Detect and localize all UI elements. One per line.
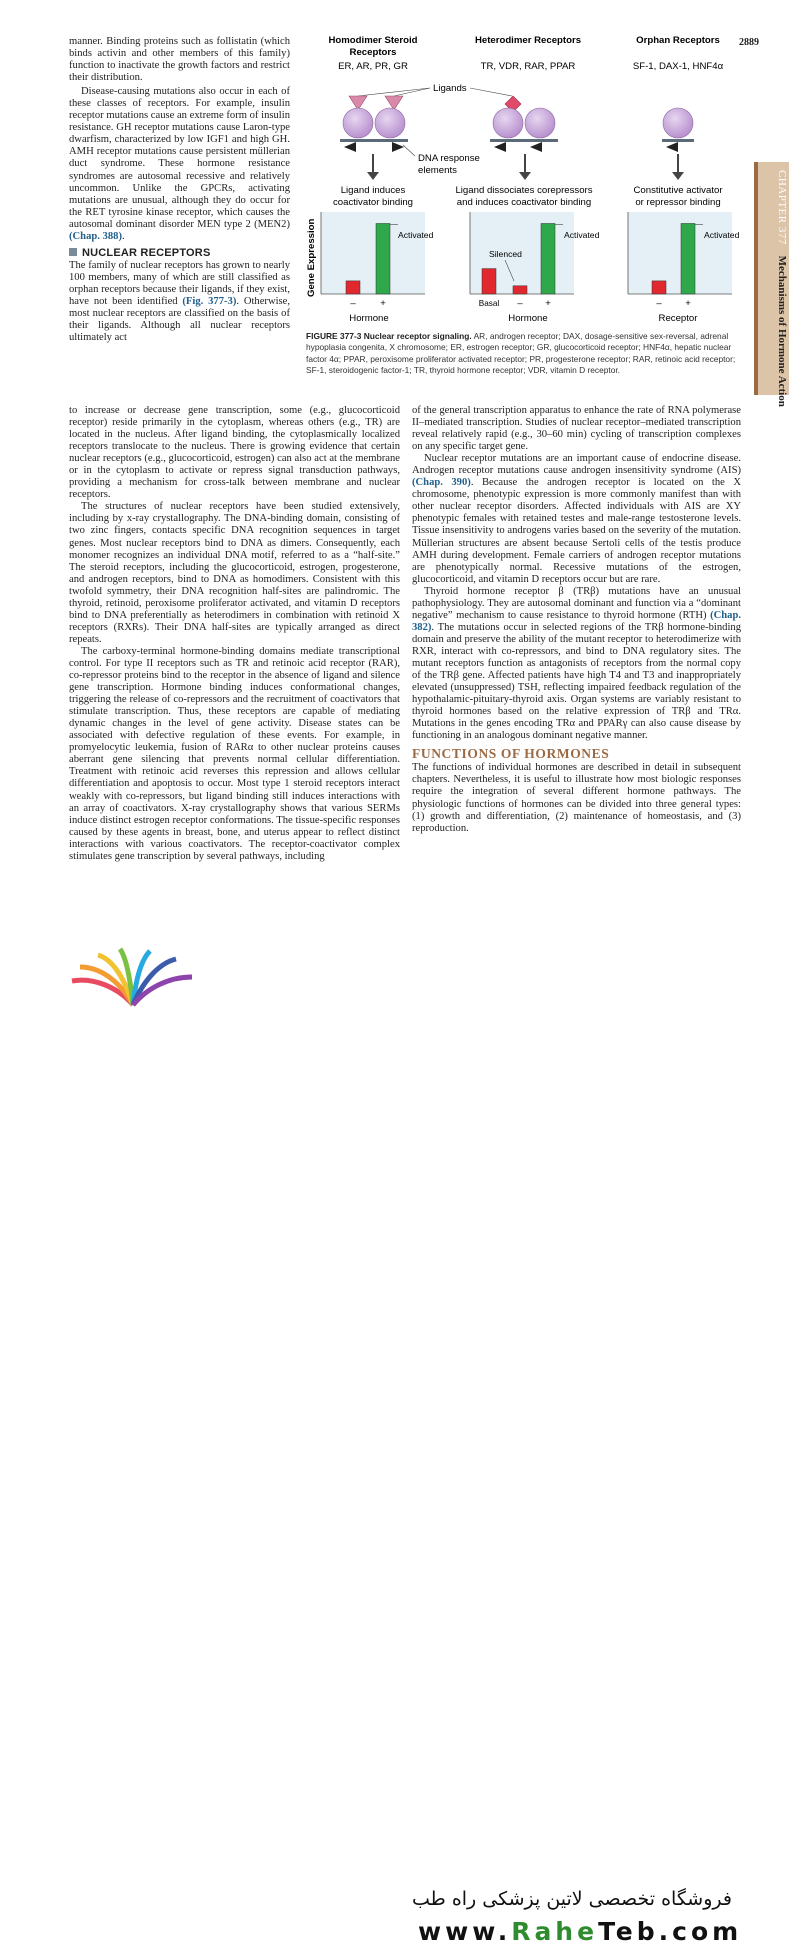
x-label-receptor: Receptor	[658, 313, 698, 324]
tick-plus: +	[685, 298, 691, 309]
silenced-label: Silenced	[489, 249, 522, 259]
paragraph: The carboxy-terminal hormone-binding domains mediate transcriptional control. For type II receptors such as TR and retinoic acid receptor (RAR), co-repressor proteins bind to the receptor in the absence of ligand and silence gene transcription. Hormone binding induces conformational changes, triggering the release of co-repressors and the recruitment of coactivators that stimulate transcription. Thus, these receptors are capable of mediating dynamic changes in the level of gene activity. Disease states can be associated with defective regulation of these events. For example, in promyelocytic leukemia, fusion of RARα to other nuclear proteins causes aberrant gene silencing that prevents normal cellular differentiation. Treatment with retinoic acid reverses this repression and allows cellular differentiation and apoptosis to occur. Most type 1 steroid receptors interact weakly with co-repressors, but ligand binding still induces interactions with an array of coactivators. X-ray crystallography shows that various SERMs induce distinct estrogen receptor conformations. The tissue-specific responses caused by these agents in breast, bone, and uterus appear to reflect distinct interactions with various coactivators. The receptor-coactivator complex stimulates gene transcription by several pathways, including	[69, 645, 400, 862]
y-axis-label: Gene Expression	[306, 218, 317, 297]
chapter-link[interactable]: (Chap. 390)	[412, 477, 471, 489]
paragraph: Disease-causing mutations also occur in each of these classes of receptors. For example, insulin receptor mutations cause an extreme form of insulin resistance. GH receptor mutations cause Laron-type dwarfism, characterized by low IGF1 and high GH. AMH receptor mutations cause persistent müllerian duct syndrome. These hormone resistance syndromes are autosomal recessive and relatively uncommon. Unlike the GPCRs, activating mutations are unusual, although they do occur for the RET tyrosine kinase receptor, which causes the autosomal dominant disorder MEN type 2 (MEN2) (Chap. 388).	[69, 86, 290, 242]
col1-mechanism-2: coactivator binding	[333, 197, 413, 208]
bar-plus	[681, 223, 695, 294]
fig-col1-list: ER, AR, PR, GR	[338, 61, 408, 72]
col1-mechanism: Ligand induces	[340, 185, 406, 196]
fig-col2-title: Heterodimer Receptors	[474, 35, 582, 46]
square-bullet-icon	[69, 248, 77, 256]
shop-name: فروشگاه تخصصی لاتین پزشکی راه طب	[412, 1888, 732, 1910]
activated-label-3: Activated	[704, 230, 740, 240]
chapter-number: CHAPTER 377	[776, 170, 788, 245]
bar-minus	[513, 286, 527, 294]
right-column	[412, 405, 741, 835]
paragraph: The family of nuclear receptors has grown to nearly 100 members, many of which are still classified as orphan receptors because their ligands, if they exist, have not been identified (Fig. 377-3). Otherwise, most nuclear receptors are classified on the basis of their ligands. Although all nuclear receptors ultimately act	[69, 259, 291, 344]
dna-response-label-2: elements	[418, 165, 457, 176]
footer-banner	[0, 935, 789, 1946]
fig-col2-list: TR, VDR, RAR, PPAR	[480, 61, 576, 72]
dna-pointer	[403, 145, 415, 156]
fig-col1-title-2: Receptors	[349, 47, 397, 58]
fig-col3-list: SF-1, DAX-1, HNF4α	[632, 61, 724, 72]
figure-title: Nuclear receptor signaling.	[363, 331, 472, 341]
shop-url[interactable]: www.RaheTeb.com	[418, 1917, 743, 1946]
orphan-receptor-icon	[662, 108, 694, 152]
x-label-hormone: Hormone	[508, 313, 548, 324]
paragraph: Nuclear receptor mutations are an important cause of endocrine disease. Androgen receptor mutations cause androgen insensitivity syndrome (AIS) (Chap. 390). Because the androgen receptor is located on the X chromosome, phenotypic expression is more commonly manifest than with other nuclear receptor disorders. Affected individuals with AIS are XY phenotypic females with retained testes and male-range testosterone levels. Tissue insensitivity to androgens varies based on the severity of the mutation. Müllerian structures are absent because Sertoli cells of the testis produce AMH during development. Female carriers of androgen receptor mutations are phenotypically normal. Recessive mutations of the estrogen, glucocorticoid, and vitamin D receptors occur but are rare.	[412, 453, 741, 585]
tick-plus: +	[545, 298, 551, 309]
tick-minus: –	[656, 298, 662, 309]
col2-mechanism-2: and induces coactivator binding	[456, 197, 592, 208]
col3-mechanism-2: or repressor binding	[635, 197, 721, 208]
left-column	[69, 36, 290, 344]
bar-plus	[541, 223, 555, 294]
fig-col3-title: Orphan Receptors	[636, 35, 720, 46]
middle-column	[69, 405, 400, 863]
tick-minus: –	[517, 298, 523, 309]
paragraph: of the general transcription apparatus to enhance the rate of RNA polymerase II–mediated transcription. Studies of nuclear receptor–mediated transcription reveal relatively rapid (e.g., 30–60 min) cycling of transcription complexes on any specific target gene.	[412, 405, 741, 453]
figure-caption	[306, 331, 747, 376]
chapter-link[interactable]: (Chap. 382)	[412, 609, 741, 633]
chapter-title: Mechanisms of Hormone Action	[776, 255, 788, 407]
figure-nuclear-receptor-signaling	[300, 30, 752, 330]
chapter-link[interactable]: (Chap. 388)	[69, 230, 122, 242]
page-number: 2889	[739, 37, 759, 48]
bar-plus	[376, 223, 390, 294]
chart-panel-homodimer	[321, 212, 425, 294]
tick-plus: +	[380, 298, 386, 309]
x-axis-labels	[349, 313, 698, 324]
down-arrows	[367, 154, 684, 180]
bar-minus	[346, 281, 360, 294]
section-heading: FUNCTIONS OF HORMONES	[412, 746, 610, 762]
activated-label-2: Activated	[564, 230, 600, 240]
activated-label-1: Activated	[398, 230, 434, 240]
figure-link[interactable]: (Fig. 377-3)	[182, 295, 237, 307]
bar-minus	[652, 281, 666, 294]
col2-mechanism: Ligand dissociates corepressors	[455, 185, 593, 196]
book-logo-icon	[68, 947, 198, 1009]
bar-basal	[482, 269, 496, 294]
homodimer-receptor-icon	[340, 96, 408, 152]
panel-background	[321, 212, 425, 294]
x-ticks	[350, 298, 691, 309]
paragraph: to increase or decrease gene transcription, some (e.g., glucocorticoid receptor) reside primarily in the cytoplasm, whereas others (e.g., TR) are located in the nucleus. After ligand binding, the cytoplasmically localized receptors translocate to the nucleus. There is growing evidence that certain nuclear receptors (e.g., glucocorticoid, estrogen) can also act at the membrane or in the cytoplasm to activate or repress signal transduction pathways, providing a mechanism for cross-talk between membrane and nuclear receptors.	[69, 405, 400, 501]
tick-basal: Basal	[478, 299, 500, 308]
figure-caption-text: AR, androgen receptor; DAX, dosage-sensitive sex-reversal, adrenal hypoplasia congenita, X chromosome; ER, estrogen receptor; GR, glucocorticoid receptor; HNF4α, hepatic nuclear factor 4α; PPAR, peroxisome proliferator activated receptor; PR, progesterone receptor; RAR, retinoic acid receptor; SF-1, steroidogenic factor-1; TR, thyroid hormone receptor; VDR, vitamin D receptor.	[306, 331, 736, 375]
x-label-hormone: Hormone	[349, 313, 389, 324]
chapter-tab-accent	[754, 162, 758, 395]
chart-panel-heterodimer	[470, 212, 574, 294]
paragraph: The structures of nuclear receptors have been studied extensively, including by x-ray crystallography. The DNA-binding domain, consisting of two zinc fingers, contacts specific DNA recognition sequences in target genes. Most nuclear receptors bind to DNA as dimers. Consequently, each monomer recognizes an individual DNA motif, referred to as a “half-site.” The steroid receptors, including the glucocorticoid, estrogen, progesterone, and androgen receptors, bind to DNA as homodimers. Consistent with this twofold symmetry, their DNA recognition half-sites are palindromic. The thyroid, retinoid, peroxisome proliferator activated, and vitamin D receptors bind to DNA preferentially as heterodimers in combination with retinoid X receptors (RXRs). Their DNA half-sites are typically arranged as direct repeats.	[69, 501, 400, 645]
paragraph: The functions of individual hormones are described in detail in subsequent chapters. Nevertheless, it is useful to illustrate how most biologic responses require the integration of several different hormone pathways. The physiologic functions of hormones can be divided into three general types: (1) growth and differentiation, (2) maintenance of homeostasis, and (3) reproduction.	[412, 762, 741, 834]
heterodimer-receptor-icon	[490, 96, 558, 152]
section-heading: NUCLEAR RECEPTORS	[69, 247, 290, 259]
paragraph: Thyroid hormone receptor β (TRβ) mutations have an unusual pathophysiology. They are autosomal dominant and function via a “dominant negative” mechanism to cause resistance to thyroid hormone (RTH) (Chap. 382). The mutations occur in selected regions of the TRβ hormone-binding domain and preserve the ability of the mutant receptor to heterodimerize with RXR, interact with co-repressors, and bind to DNA regulatory sites. The mutant receptors function as antagonists of receptors from the normal copy of the TRβ gene. Affected patients have high T4 and T3 and inappropriately elevated (unsuppressed) TSH, reflecting impaired feedback regulation of the hypothalamic-pituitary-thyroid axis. Organ systems are variably resistant to thyroid hormones based on the relative expression of TRβ and TRα. Mutations in the genes encoding TRα and PPARγ can also cause disease by functioning in an analogous dominant negative manner.	[412, 585, 741, 742]
tick-minus: –	[350, 298, 356, 309]
fig-col1-title: Homodimer Steroid	[328, 35, 418, 46]
paragraph: manner. Binding proteins such as follistatin (which binds activin and other members of this family) function to inactivate the growth factors and restrict their distribution.	[69, 36, 290, 84]
chapter-tab-label	[776, 170, 788, 407]
dna-response-label: DNA response	[418, 153, 480, 164]
panel-background	[628, 212, 732, 294]
chapter-tab	[754, 162, 789, 407]
col3-mechanism: Constitutive activator	[633, 185, 723, 196]
chart-panel-orphan	[628, 212, 732, 294]
figure-number: FIGURE 377-3	[306, 331, 362, 341]
ligands-label: Ligands	[433, 83, 467, 94]
